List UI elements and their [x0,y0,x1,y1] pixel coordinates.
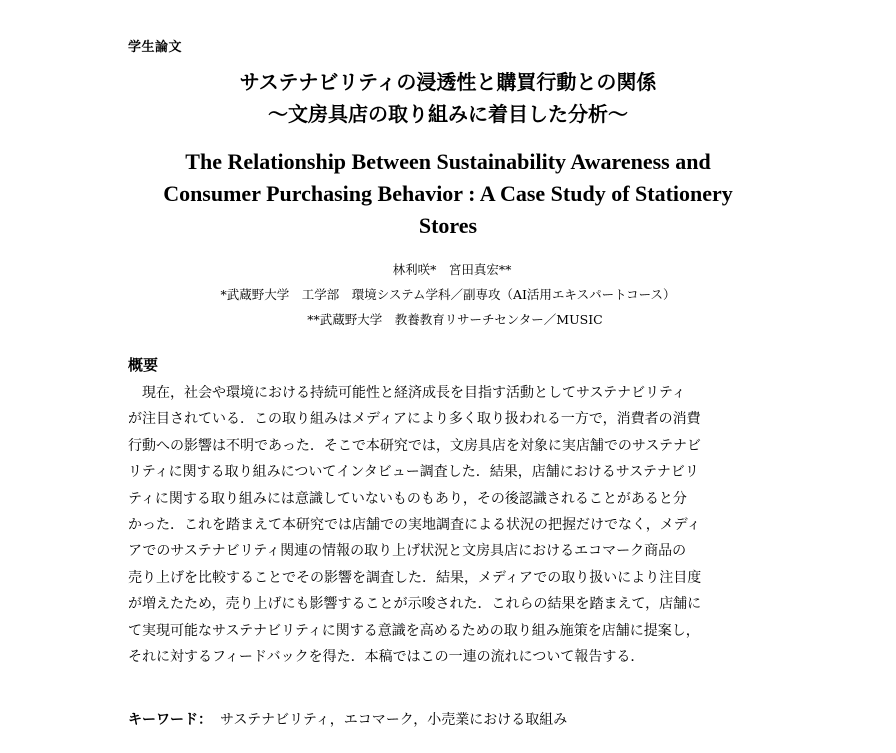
abstract-line: が注目されている．この取り組みはメディアにより多く取り扱われる一方で，消費者の消費 [128,411,701,428]
english-title-line: The Relationship Between Sustainability Awareness and [185,149,711,174]
affiliation-2: **武蔵野大学 教養教育リサーチセンター／MUSIC [307,312,603,327]
japanese-title [0,66,896,130]
english-title [118,146,778,242]
author-names: 林利咲* 宮田真宏** [392,262,512,277]
author-block [0,257,896,332]
abstract-line: ティに関する取り組みには意識していないものもあり，その後認識されることがあると分 [128,490,687,507]
abstract-line: アでのサステナビリティ関連の情報の取り上げ状況と文房具店におけるエコマーク商品の [128,543,687,560]
japanese-title-line: サステナビリティの浸透性と購買行動との関係 [239,70,657,94]
affiliation-1: *武蔵野大学 工学部 環境システム学科／副専攻（AI活用エキスパートコース） [220,287,676,302]
abstract-line: それに対するフィードバックを得た．本稿ではこの一連の流れについて報告する． [128,649,645,666]
article-category: 学生論文 [128,40,183,55]
english-title-line: Stores [418,213,478,238]
abstract-line: かった．これを踏まえて本研究では店舗での実地調査による状況の把握だけでなく，メディ [128,517,701,534]
abstract-line: て実現可能なサステナビリティに関する意識を高めるための取り組み施策を店舗に提案し， [128,622,700,639]
abstract-body [128,380,788,670]
english-title-line: Consumer Purchasing Behavior : A Case Study of Stationery [163,181,733,206]
keywords-list: サステナビリティ，エコマーク，小売業における取組み [220,712,568,728]
keywords-line [128,709,567,729]
abstract-line: が増えたため，売り上げにも影響することが示唆された．これらの結果を踏まえて，店舗に [128,596,702,613]
keywords-label: キーワード： [128,712,212,728]
abstract-line: 売り上げを比較することでその影響を調査した．結果，メディアでの取り扱いにより注目度 [128,569,702,586]
abstract-line: 行動への影響は不明であった．そこで本研究では，文房具店を対象に実店舗でのサステナビ [128,437,702,454]
abstract-heading: 概要 [128,356,159,374]
japanese-subtitle-line: ～文房具店の取り組みに着目した分析～ [268,102,628,126]
abstract-line: 現在，社会や環境における持続可能性と経済成長を目指す活動としてサステナビリティ [142,385,686,401]
abstract-line: リティに関する取り組みについてインタビュー調査した．結果，店舗におけるサステナビリ [128,464,699,481]
